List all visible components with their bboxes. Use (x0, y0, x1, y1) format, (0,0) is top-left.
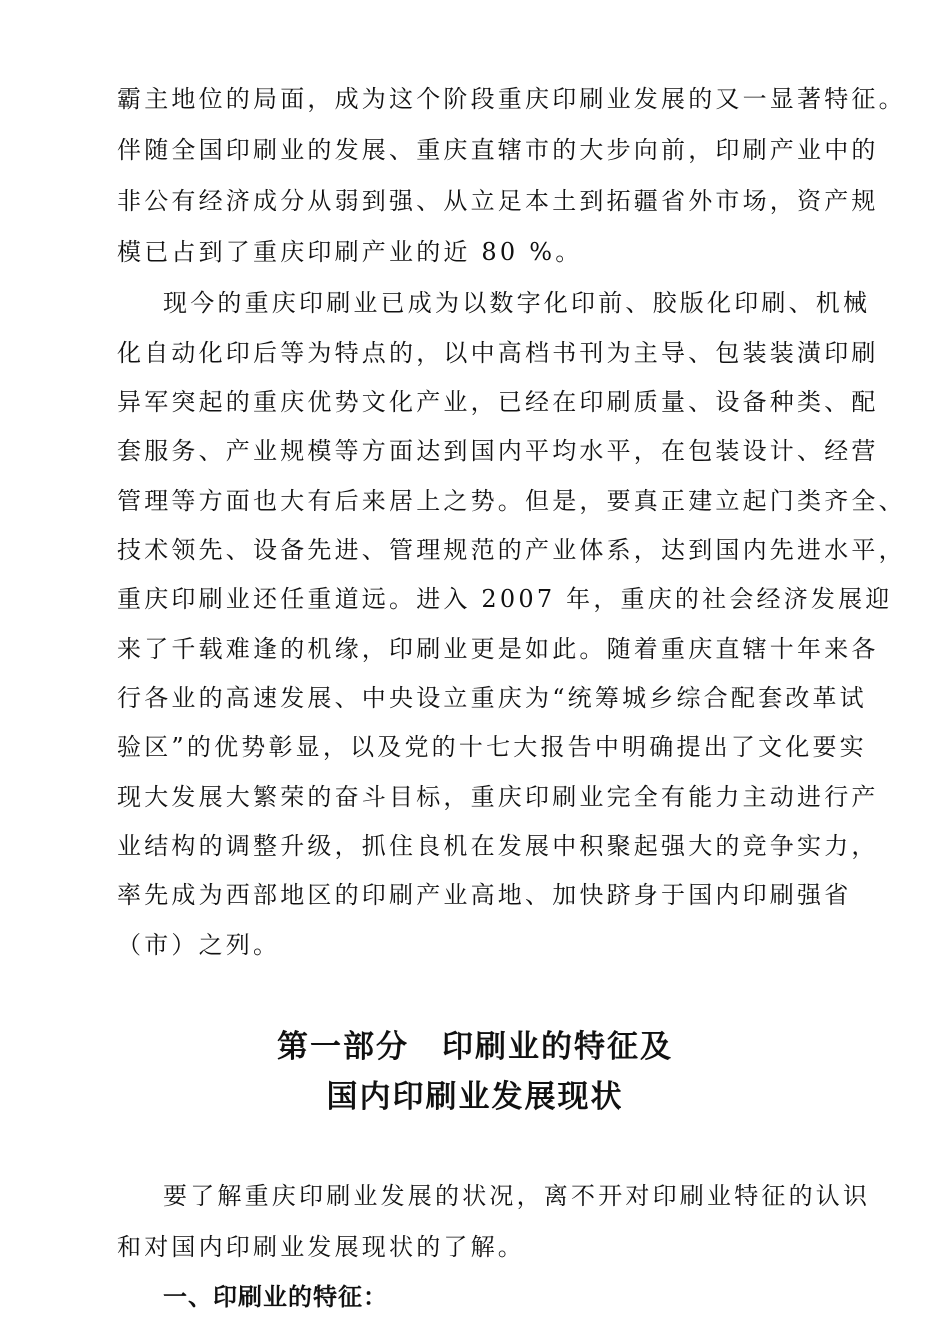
paragraph-2-line: 验区”的优势彰显，以及党的十七大报告中明确提出了文化要实 (117, 733, 867, 761)
subheading: 一、印刷业的特征： (163, 1283, 388, 1311)
paragraph-2-line: 业结构的调整升级，抓住良机在发展中积聚起强大的竞争实力， (117, 832, 879, 860)
paragraph-2-line: 率先成为西部地区的印刷产业高地、加快跻身于国内印刷强省 (117, 881, 852, 909)
paragraph-2-line: 来了千载难逢的机缘，印刷业更是如此。随着重庆直辖十年来各 (117, 635, 879, 663)
paragraph-2-line: 管理等方面也大有后来居上之势。但是，要真正建立起门类齐全、 (117, 487, 906, 515)
section-heading-line-2: 国内印刷业发展现状 (326, 1079, 624, 1115)
paragraph-1-line: 模已占到了重庆印刷产业的近 80 %。 (117, 238, 583, 266)
paragraph-3-line: 和对国内印刷业发展现状的了解。 (117, 1233, 525, 1261)
paragraph-1-line: 伴随全国印刷业的发展、重庆直辖市的大步向前，印刷产业中的 (117, 136, 879, 164)
paragraph-1-line: 非公有经济成分从弱到强、从立足本土到拓疆省外市场，资产规 (117, 187, 879, 215)
paragraph-1-line: 霸主地位的局面，成为这个阶段重庆印刷业发展的又一显著特征。 (117, 85, 906, 113)
paragraph-2-line: 套服务、产业规模等方面达到国内平均水平，在包装设计、经营 (117, 437, 879, 465)
paragraph-2-line: （市）之列。 (117, 931, 281, 959)
paragraph-2-line: 异军突起的重庆优势文化产业，已经在印刷质量、设备种类、配 (117, 388, 879, 416)
section-heading-line-1: 第一部分 印刷业的特征及 (277, 1029, 673, 1065)
paragraph-2-line: 现大发展大繁荣的奋斗目标，重庆印刷业完全有能力主动进行产 (117, 783, 879, 811)
paragraph-3-line: 要了解重庆印刷业发展的状况，离不开对印刷业特征的认识 (163, 1182, 871, 1210)
paragraph-2-line: 化自动化印后等为特点的，以中高档书刊为主导、包装装潢印刷 (117, 339, 879, 367)
paragraph-2-line: 现今的重庆印刷业已成为以数字化印前、胶版化印刷、机械 (163, 289, 871, 317)
paragraph-2-line: 重庆印刷业还任重道远。进入 2007 年，重庆的社会经济发展迎 (117, 585, 893, 613)
paragraph-2-line: 技术领先、设备先进、管理规范的产业体系，达到国内先进水平， (117, 536, 906, 564)
paragraph-2-line: 行各业的高速发展、中央设立重庆为“统筹城乡综合配套改革试 (117, 684, 867, 712)
